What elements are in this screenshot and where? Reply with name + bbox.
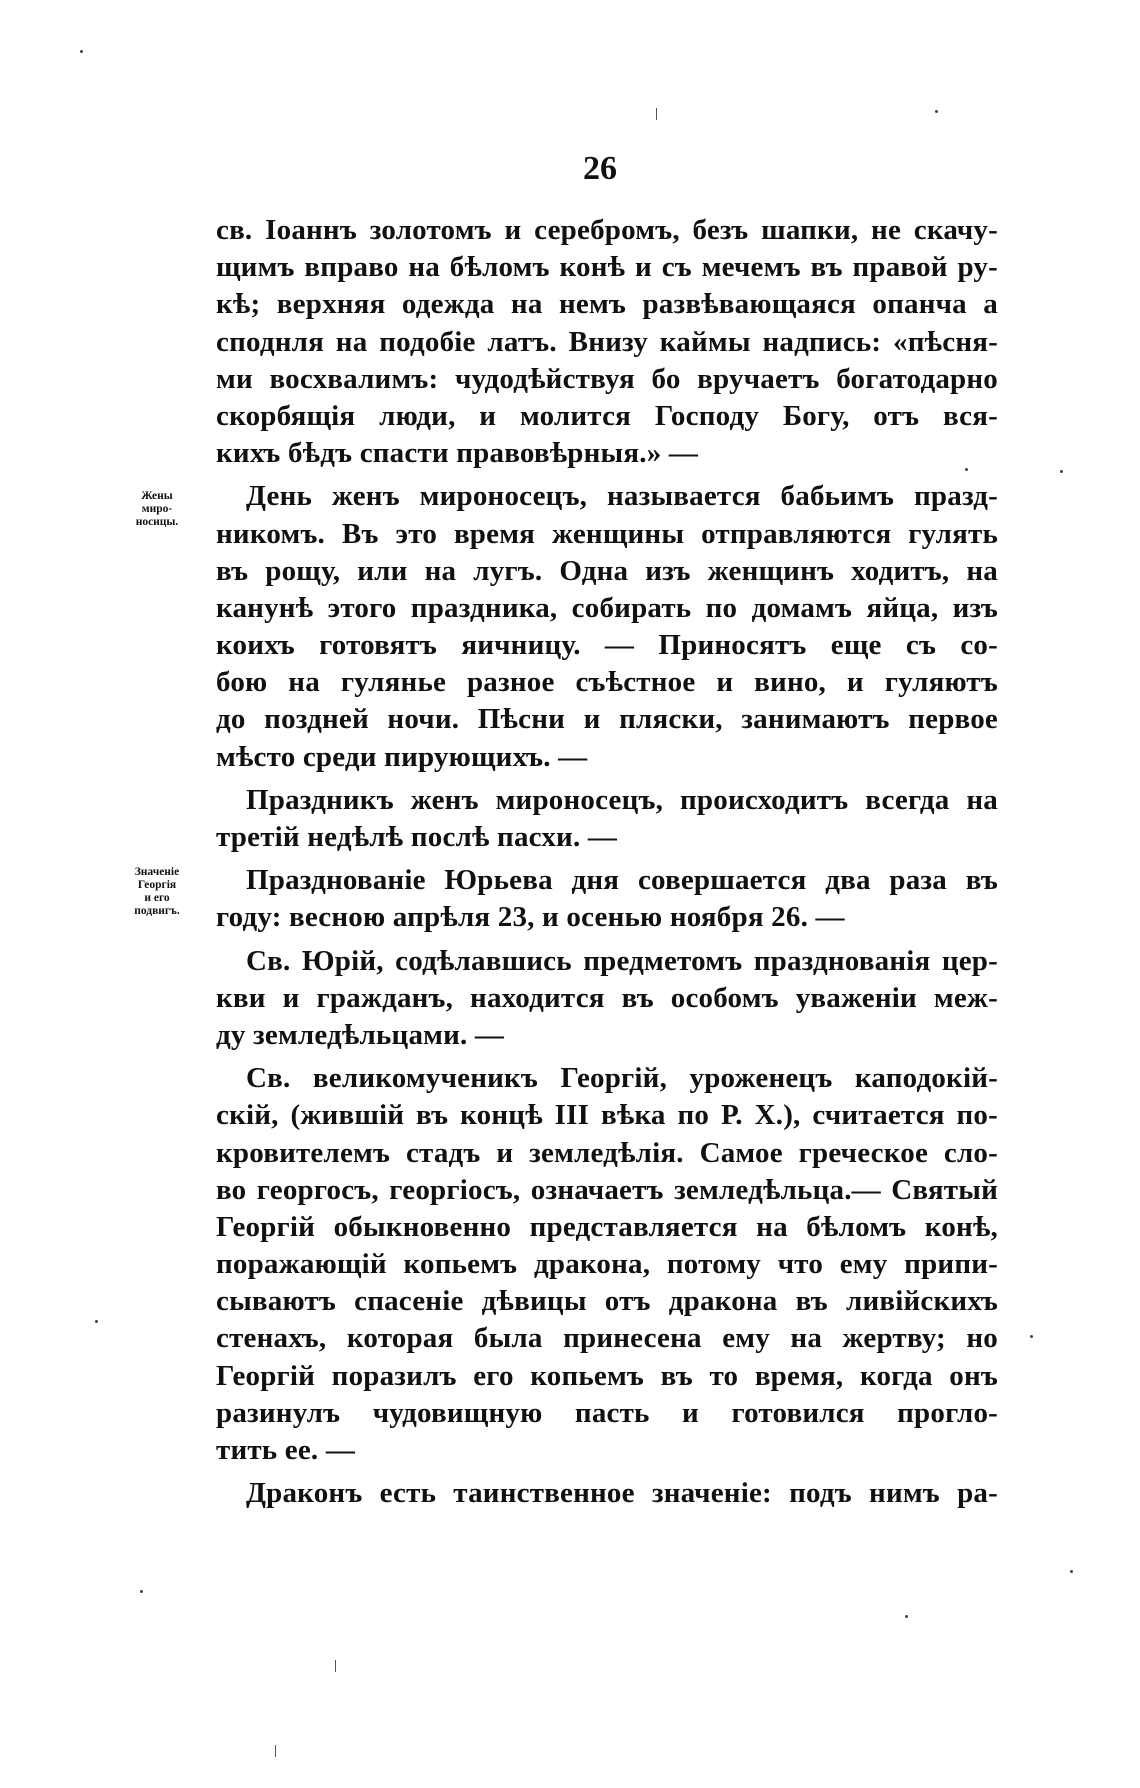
text-line: сываютъ спасеніе дѣвицы отъ дракона въ ливійскихъ: [216, 1285, 998, 1318]
text-line: бою на гулянье разное съѣстное и вино, и гуляютъ: [216, 666, 998, 699]
text-line: мѣсто среди пирующихъ. —: [216, 740, 588, 773]
scan-speck: [935, 110, 938, 113]
margin-note-line: и его: [144, 892, 170, 904]
text-line: щимъ вправо на бѣломъ конѣ и съ мечемъ въ правой ру-: [216, 251, 998, 284]
text-line: коихъ готовятъ яичницу. — Приносятъ еще съ со-: [216, 629, 998, 662]
scan-mark: [656, 108, 657, 120]
text-line: до поздней ночи. Пѣсни и пляски, занимаютъ первое: [216, 703, 998, 736]
margin-note-line: Жены: [141, 490, 173, 502]
text-line: тить ее. —: [216, 1434, 356, 1466]
paragraph: [216, 1475, 998, 1512]
text-line: во георгосъ, георгіосъ, означаетъ земледѣльца.— Святый: [216, 1173, 998, 1206]
text-line: Св. великомученикъ Георгій, уроженецъ каподокій-: [246, 1062, 998, 1095]
scan-speck: [1070, 1570, 1073, 1573]
page-number: 26: [583, 150, 617, 187]
margin-note-line: миро-: [141, 503, 173, 515]
text-line: третій недѣлѣ послѣ пасхи. —: [216, 821, 618, 853]
text-line: ми восхвалимъ: чудодѣйствуя бо вручаетъ богатодарно: [216, 362, 998, 395]
margin-note-myrrh-bearers: [116, 490, 198, 529]
text-line: разинулъ чудовищную пасть и готовился прогло-: [216, 1396, 998, 1429]
scan-speck: [1060, 470, 1063, 473]
text-line: кихъ бѣдъ спасти правовѣрныя.» —: [216, 437, 699, 470]
text-line: никомъ. Въ это время женщины отправляются гулять: [216, 517, 998, 550]
scan-speck: [905, 1615, 908, 1618]
text-line: стенахъ, которая была принесена ему на жертву; но: [216, 1322, 998, 1355]
margin-note-line: носицы.: [135, 516, 179, 528]
text-line: ду земледѣльцами. —: [216, 1018, 505, 1051]
scan-speck: [965, 468, 968, 471]
scan-speck: [1030, 1335, 1033, 1338]
paragraph: [216, 782, 998, 856]
margin-note-line: Георгія: [137, 879, 177, 891]
text-line: День женъ мироносецъ, называется бабьимъ празд-: [246, 480, 998, 513]
scan-speck: [80, 50, 83, 53]
paragraph: [216, 478, 998, 776]
text-line: канунѣ этого праздника, собирать по домамъ яйца, изъ: [216, 591, 998, 624]
text-line: поражающій копьемъ дракона, потому что ему припи-: [216, 1248, 998, 1281]
text-line: Празднованіе Юрьева дня совершается два раза въ: [246, 864, 998, 897]
text-line: скій, (жившій въ концѣ III вѣка по Р. Х.), считается по-: [216, 1099, 998, 1132]
body-text: [216, 212, 998, 1512]
text-line: Георгій обыкновенно представляется на бѣломъ конѣ,: [216, 1210, 998, 1243]
text-line: Св. Юрій, содѣлавшись предметомъ празднованія цер-: [246, 944, 998, 977]
text-line: Праздникъ женъ мироносецъ, происходитъ всегда на: [246, 783, 998, 816]
text-line: св. Іоаннъ золотомъ и серебромъ, безъ шапки, не скачу-: [216, 214, 998, 246]
margin-note-george: [116, 866, 198, 918]
scan-speck: [140, 1590, 143, 1593]
scan-speck: [95, 1320, 98, 1323]
paragraph: [216, 862, 998, 936]
text-line: скорбящія люди, и молится Господу Богу, отъ вся-: [216, 399, 998, 432]
text-line: Георгій поразилъ его копьемъ въ то время, когда онъ: [216, 1359, 998, 1392]
scan-mark: [335, 1660, 336, 1672]
margin-note-line: Значеніе: [134, 866, 180, 878]
text-line: споднля на подобіе латъ. Внизу каймы надпись: «пѣсня-: [216, 325, 998, 358]
paragraph: [216, 212, 998, 472]
scan-mark: [275, 1745, 276, 1757]
text-line: Драконъ есть таинственное значеніе: подъ нимъ ра-: [246, 1477, 998, 1510]
text-line: кви и гражданъ, находится въ особомъ уваженіи меж-: [216, 981, 998, 1014]
text-line: кровителемъ стадъ и земледѣлія. Самое греческое сло-: [216, 1136, 998, 1169]
margin-note-line: подвигъ.: [134, 905, 180, 917]
text-line: въ рощу, или на лугъ. Одна изъ женщинъ ходитъ, на: [216, 554, 998, 587]
paragraph: [216, 1060, 998, 1469]
text-line: кѣ; верхняя одежда на немъ развѣвающаяся опанча а: [216, 288, 998, 321]
text-line: году: весною апрѣля 23, и осенью ноября 26. —: [216, 901, 845, 934]
paragraph: [216, 943, 998, 1055]
